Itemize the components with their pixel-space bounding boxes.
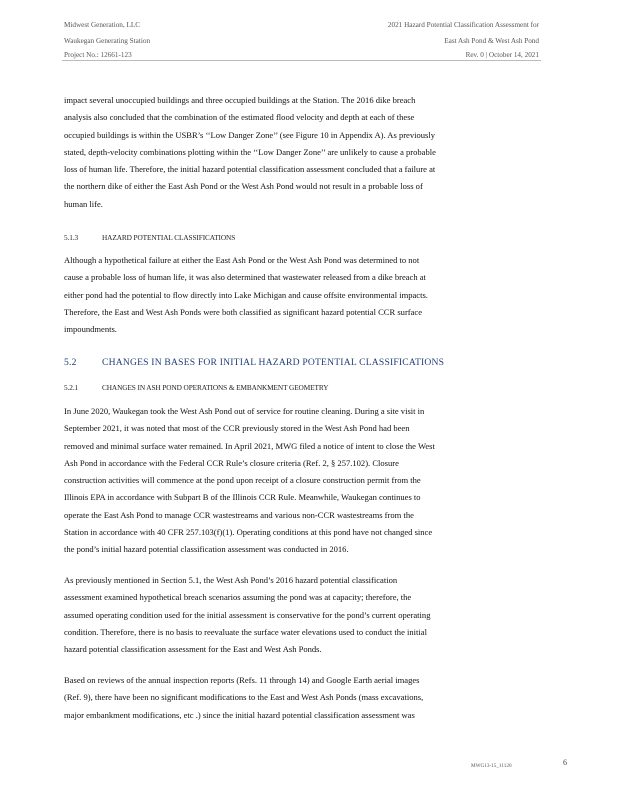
header-company: Midwest Generation, LLC xyxy=(64,21,141,29)
text-line: September 2021, it was noted that most of the CCR previously stored in the West Ash Pond had been xyxy=(64,423,410,434)
paragraph-dike-breach-analysis xyxy=(64,92,542,213)
section-heading-5-2 xyxy=(64,357,444,368)
section-number: 5.2.1 xyxy=(64,383,79,392)
text-line: occupied buildings is within the USBR’s ‘‘Low Danger Zone’’ (see Figure 10 in Appendix A). As previously xyxy=(64,129,436,140)
section-number: 5.2 xyxy=(64,357,77,368)
section-title: CHANGES IN ASH POND OPERATIONS & EMBANKMENT GEOMETRY xyxy=(102,383,329,392)
text-line: the pond’s initial hazard potential classification assessment was conducted in 2016. xyxy=(64,544,349,555)
text-line: In June 2020, Waukegan took the West Ash Pond out of service for routine cleaning. During a site visit in xyxy=(64,406,425,416)
header-divider xyxy=(62,60,541,61)
header-ponds: East Ash Pond & West Ash Pond xyxy=(444,37,539,45)
text-line: As previously mentioned in Section 5.1, the West Ash Pond’s 2016 hazard potential classification xyxy=(64,575,398,585)
paragraph-hazard-classifications xyxy=(64,252,542,338)
header-report-title: 2021 Hazard Potential Classification Assessment for xyxy=(387,21,539,29)
text-line: Station in accordance with 40 CFR 257.103(f)(1). Operating conditions at this pond have not changed since xyxy=(64,527,433,538)
header-station: Waukegan Generating Station xyxy=(64,37,151,45)
text-line: cause a probable loss of human life, it was also determined that wastewater released from a dike breach at xyxy=(64,272,426,283)
text-line: Therefore, the East and West Ash Ponds were both classified as significant hazard potential CCR surface xyxy=(64,306,423,317)
text-line: either pond had the potential to flow directly into Lake Michigan and cause offsite environmental impacts. xyxy=(64,289,428,300)
text-line: Based on reviews of the annual inspection reports (Refs. 11 through 14) and Google Earth aerial images xyxy=(64,675,420,685)
text-line: major embankment modifications, etc .) since the initial hazard potential classification assessment was xyxy=(64,709,415,720)
text-line: operate the East Ash Pond to manage CCR wastestreams and various non-CCR wastestreams from the xyxy=(64,509,414,520)
page-number: 6 xyxy=(563,758,567,767)
section-number: 5.1.3 xyxy=(64,233,79,242)
footer-document-code: MWG13-15_11120 xyxy=(471,763,512,769)
section-title: HAZARD POTENTIAL CLASSIFICATIONS xyxy=(102,233,236,242)
text-line: removed and minimal surface water remained. In April 2021, MWG filed a notice of intent to close the West xyxy=(64,440,435,451)
section-heading-5-2-1 xyxy=(64,383,328,392)
text-line: (Ref. 9), there have been no significant modifications to the East and West Ash Ponds (mass excavations, xyxy=(64,692,424,703)
text-line: stated, depth-velocity combinations plotting within the ‘‘Low Danger Zone’’ are unlikely to cause a probable xyxy=(64,146,436,157)
text-line: assumed operating condition used for the initial assessment is conservative for the pond’s current operating xyxy=(64,609,431,620)
paragraph-pond-operations xyxy=(64,403,542,559)
text-line: construction activities will commence at the pond upon receipt of a closure construction permit from the xyxy=(64,475,421,486)
text-line: Illinois EPA in accordance with Subpart B of the Illinois CCR Rule. Meanwhile, Waukegan continues to xyxy=(64,492,421,503)
text-line: hazard potential classification assessment for the East and West Ash Ponds. xyxy=(64,644,322,655)
text-line: assessment examined hypothetical breach scenarios assuming the pond was at capacity; therefore, the xyxy=(64,592,412,603)
text-line: the northern dike of either the East Ash Pond or the West Ash Pond would not result in a probable loss of xyxy=(64,181,423,192)
text-line: impoundments. xyxy=(64,324,117,335)
text-line: human life. xyxy=(64,198,103,209)
text-line: Although a hypothetical failure at either the East Ash Pond or the West Ash Pond was determined to not xyxy=(64,255,420,265)
text-line: Ash Pond in accordance with the Federal CCR Rule’s closure criteria (Ref. 2, § 257.102). Closure xyxy=(64,457,399,468)
section-heading-5-1-3 xyxy=(64,233,235,242)
header-project: Project No.: 12661-123 xyxy=(64,51,132,59)
header-revision: Rev. 0 | October 14, 2021 xyxy=(465,51,539,59)
text-line: loss of human life. Therefore, the initial hazard potential classification assessment concluded that a failure at xyxy=(64,164,436,175)
section-title: CHANGES IN BASES FOR INITIAL HAZARD POTENTIAL CLASSIFICATIONS xyxy=(102,357,445,368)
text-line: impact several unoccupied buildings and three occupied buildings at the Station. The 2016 dike breach xyxy=(64,95,416,105)
paragraph-inspection-reviews xyxy=(64,672,542,724)
paragraph-breach-scenarios xyxy=(64,572,542,658)
text-line: condition. Therefore, there is no basis to reevaluate the surface water elevations used to conduct the initial xyxy=(64,626,427,637)
text-line: analysis also concluded that the combination of the estimated flood velocity and depth at each of these xyxy=(64,112,415,123)
